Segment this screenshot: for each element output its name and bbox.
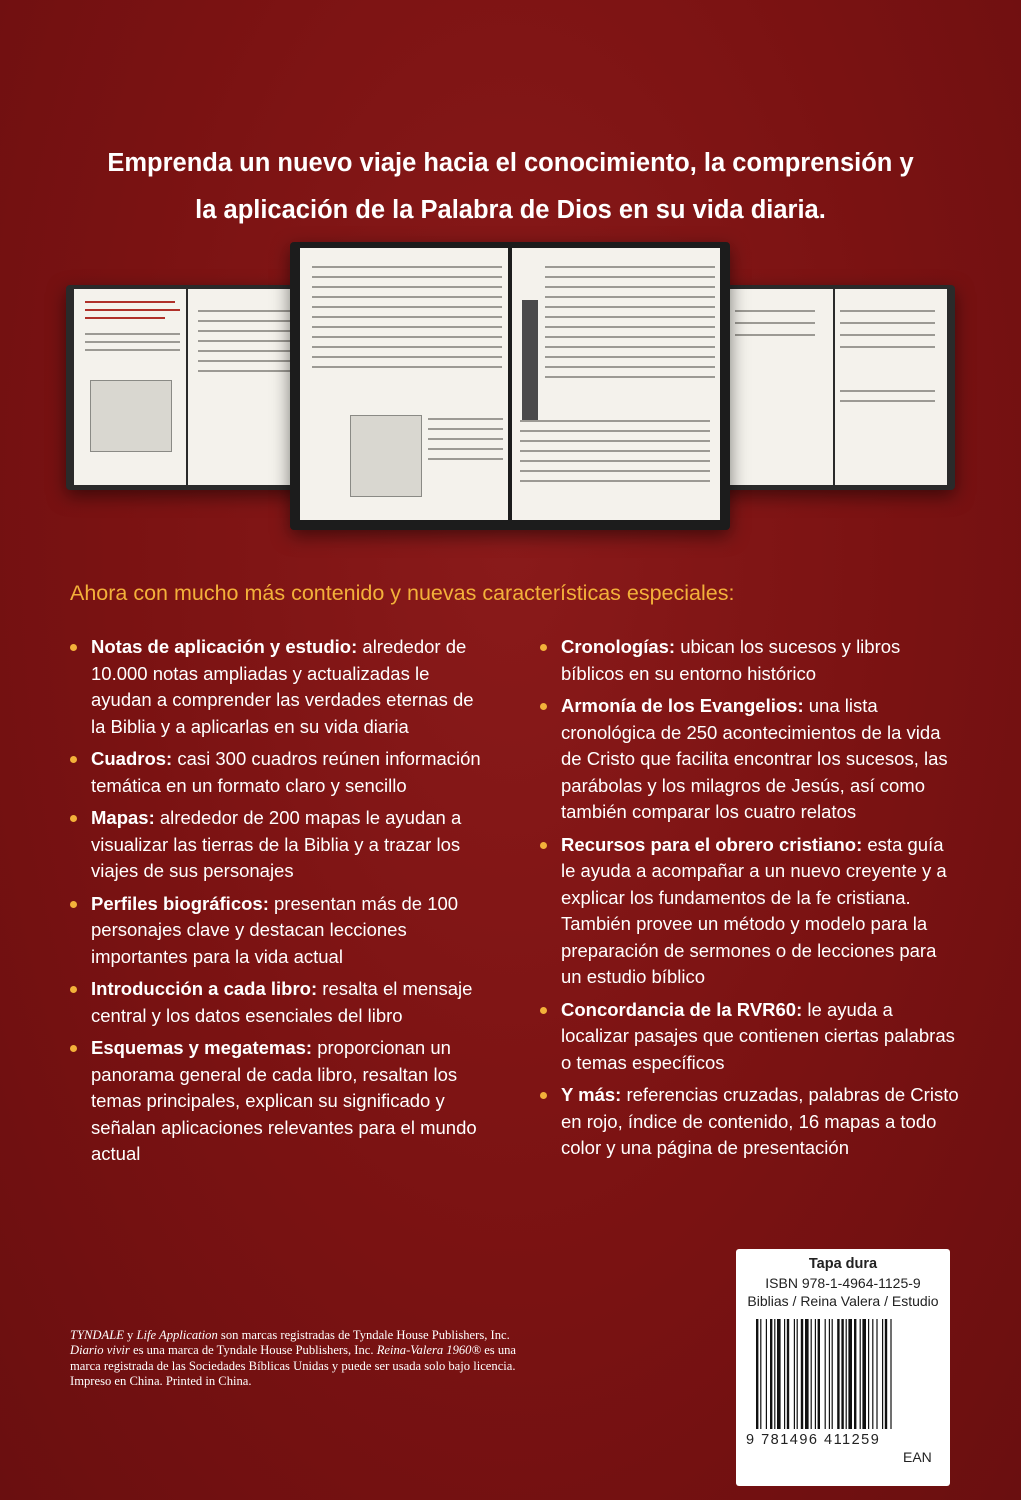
legal-line-1-rest: son marcas registradas de Tyndale House Publishers, Inc.	[217, 1328, 510, 1342]
legal-line-2	[70, 1343, 670, 1358]
bullet-icon	[70, 901, 77, 908]
feature-title: Mapas:	[91, 807, 155, 828]
feature-item	[70, 746, 490, 799]
barcode-image	[754, 1319, 932, 1429]
bullet-icon	[540, 1092, 547, 1099]
diario-vivir-mark: Diario vivir	[70, 1343, 130, 1358]
feature-title: Notas de aplicación y estudio:	[91, 636, 358, 657]
feature-text: referencias cruzadas, palabras de Cristo en rojo, índice de contenido, 16 mapas a todo color y una página de presentación	[561, 1084, 959, 1158]
feature-item	[70, 976, 490, 1029]
feature-item	[70, 634, 490, 740]
bible-pages-image	[0, 240, 1021, 540]
bullet-icon	[70, 756, 77, 763]
reina-valera-mark: Reina-Valera 1960®	[376, 1343, 482, 1358]
feature-title: Concordancia de la RVR60:	[561, 998, 803, 1020]
bullet-icon	[70, 1045, 77, 1052]
bullet-icon	[70, 644, 77, 651]
feature-text: le ayuda a localizar pasajes que contienen ciertas palabras o temas específicos	[561, 998, 955, 1073]
legal-line-2-mid: es una marca de Tyndale House Publishers, Inc.	[129, 1343, 377, 1358]
features-left-column	[70, 634, 490, 1174]
feature-title: Recursos para el obrero cristiano:	[561, 833, 863, 855]
feature-title: Cronologías:	[561, 636, 676, 657]
bullet-icon	[70, 815, 77, 822]
feature-title: Y más:	[561, 1084, 622, 1105]
feature-title: Esquemas y megatemas:	[91, 1037, 313, 1058]
feature-item	[540, 693, 960, 826]
bullet-icon	[70, 986, 77, 993]
feature-title: Cuadros:	[91, 748, 173, 769]
feature-item	[540, 634, 960, 687]
legal-line-4: Impreso en China. Printed in China.	[70, 1374, 252, 1389]
feature-text: casi 300 cuadros reúnen información temática en un formato claro y sencillo	[91, 748, 481, 796]
feature-item	[70, 1035, 490, 1168]
headline-line-1: Emprenda un nuevo viaje hacia el conocimiento, la comprensión y	[107, 149, 914, 177]
binding-format: Tapa dura	[808, 1256, 878, 1272]
open-bible-right	[715, 285, 955, 490]
life-application-mark: Life Application	[136, 1328, 218, 1342]
feature-item	[70, 891, 490, 971]
feature-text: ubican los sucesos y libros bíblicos en su entorno histórico	[561, 636, 901, 684]
features-subheading: Ahora con mucho más contenido y nuevas características especiales:	[70, 581, 735, 605]
feature-item	[540, 832, 960, 991]
legal-line-2-end: es una	[481, 1343, 517, 1358]
feature-text: una lista cronológica de 250 acontecimientos de la vida de Cristo que facilita encontrar los sucesos, las parábolas y los milagros de Jesús, así como también comparar los cuatro relatos	[561, 695, 948, 822]
isbn-number: ISBN 978-1-4964-1125-9	[765, 1275, 921, 1291]
feature-text: alrededor de 200 mapas le ayudan a visualizar las tierras de la Biblia y a trazar los viajes de sus personajes	[91, 807, 462, 881]
headline-line-2: la aplicación de la Palabra de Dios en su vida diaria.	[195, 196, 826, 224]
feature-text: proporcionan un panorama general de cada libro, resaltan los temas principales, explican su significado y señalan aplicaciones relevantes para el mundo actual	[91, 1037, 477, 1164]
bullet-icon	[540, 1007, 547, 1014]
feature-text: esta guía le ayuda a acompañar a un nuevo creyente y a explicar los fundamentos de la fe cristiana. También provee un método y modelo para la preparación de sermones o de lecciones para un estudio bíblico	[561, 833, 947, 987]
headline	[40, 140, 981, 234]
legal-notice	[70, 1328, 670, 1390]
bullet-icon	[540, 703, 547, 710]
features-right-column	[540, 634, 960, 1168]
feature-item	[540, 997, 960, 1077]
feature-item	[70, 805, 490, 885]
bullet-icon	[540, 644, 547, 651]
ean-label: EAN	[903, 1449, 932, 1465]
legal-line-1	[70, 1328, 670, 1343]
feature-title: Perfiles biográficos:	[91, 892, 269, 914]
feature-title: Armonía de los Evangelios:	[561, 695, 804, 716]
legal-line-3: marca registrada de las Sociedades Bíblicas Unidas y puede ser usada solo bajo licencia.	[70, 1358, 516, 1373]
isbn-barcode-box	[736, 1249, 950, 1486]
barcode-digits: 9 781496 411259	[746, 1432, 881, 1448]
feature-title: Introducción a cada libro:	[91, 978, 318, 999]
tyndale-mark: TYNDALE	[70, 1328, 124, 1342]
book-category: Biblias / Reina Valera / Estudio	[747, 1293, 939, 1309]
bullet-icon	[540, 842, 547, 849]
legal-conjunction: y	[123, 1328, 137, 1342]
feature-text: resalta el mensaje central y los datos esenciales del libro	[91, 978, 473, 1026]
feature-text: alrededor de 10.000 notas ampliadas y actualizadas le ayudan a comprender las verdades eternas de la Biblia y a aplicarlas en su vida diaria	[91, 636, 474, 737]
feature-text: presentan más de 100 personajes clave y destacan lecciones importantes para la vida actual	[91, 892, 459, 967]
feature-item	[540, 1082, 960, 1162]
